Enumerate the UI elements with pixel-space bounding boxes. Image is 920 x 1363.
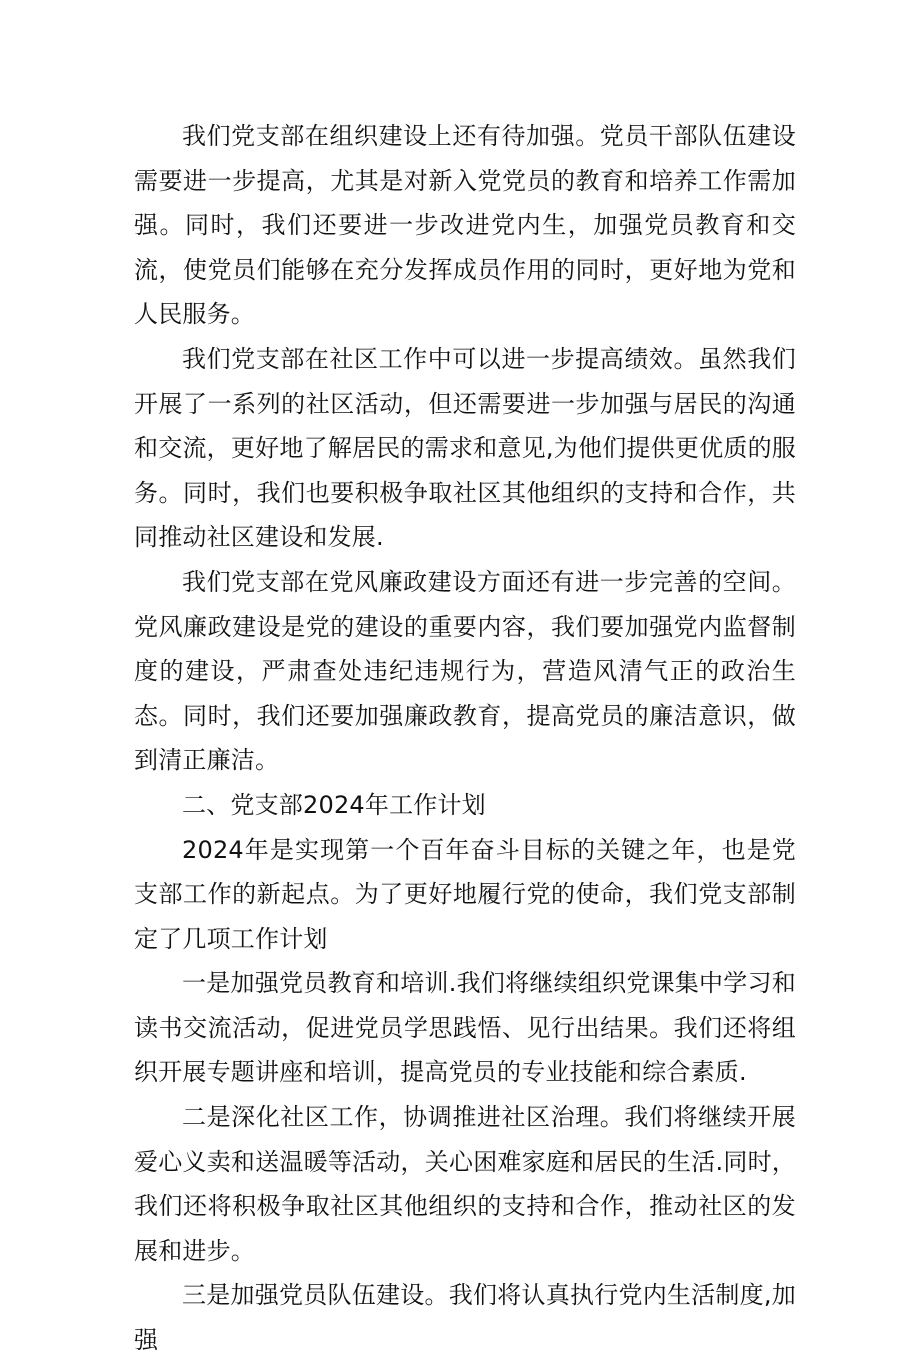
paragraph-organization-building: 我们党支部在组织建设上还有待加强。党员干部队伍建设需要进一步提高，尤其是对新入党党员的教育和培养工作需加强。同时，我们还要进一步改进党内生，加强党员教育和交流，使党员们能够在充分发挥成员作用的同时，更好地为党和人民服务。 (134, 122, 796, 329)
paragraph-plan-intro: 2024年是实现第一个百年奋斗目标的关键之年，也是党支部工作的新起点。为了更好地履行党的使命，我们党支部制定了几项工作计划 (134, 835, 796, 953)
paragraph-plan-three: 三是加强党员队伍建设。我们将认真执行党内生活制度,加强 (134, 1281, 796, 1355)
document-body (134, 114, 796, 1363)
paragraph-community-work: 我们党支部在社区工作中可以进一步提高绩效。虽然我们开展了一系列的社区活动，但还需要进一步加强与居民的沟通和交流，更好地了解居民的需求和意见,为他们提供更优质的服务。同时，我们也要积极争取社区其他组织的支持和合作，共同推动社区建设和发展. (134, 344, 796, 552)
paragraph-plan-one: 一是加强党员教育和培训.我们将继续组织党课集中学习和读书交流活动，促进党员学思践悟、见行出结果。我们还将组织开展专题讲座和培训，提高党员的专业技能和综合素质. (134, 969, 796, 1087)
paragraph-plan-two: 二是深化社区工作，协调推进社区治理。我们将继续开展爱心义卖和送温暖等活动，关心困难家庭和居民的生活.同时，我们还将积极争取社区其他组织的支持和合作，推动社区的发展和进步。 (134, 1103, 796, 1265)
section-heading-work-plan: 二、党支部2024年工作计划 (182, 790, 486, 819)
paragraph-clean-governance: 我们党支部在党风廉政建设方面还有进一步完善的空间。党风廉政建设是党的建设的重要内容，我们要加强党内监督制度的建设，严肃查处违纪违规行为，营造风清气正的政治生态。同时，我们还要加强廉政教育，提高党员的廉洁意识，做到清正廉洁。 (134, 567, 796, 775)
